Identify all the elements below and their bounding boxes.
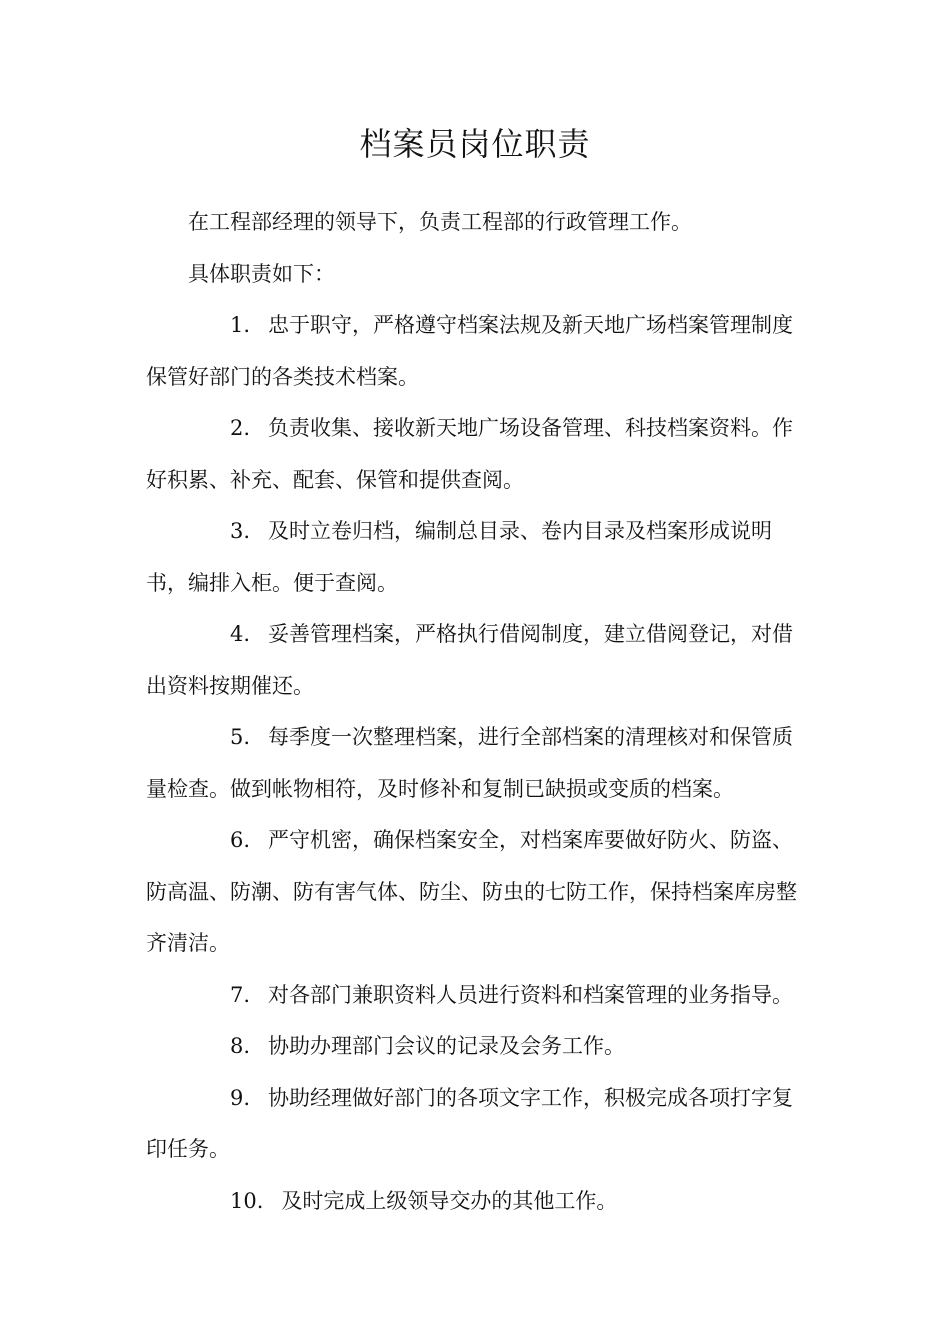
- item-number: 2.: [230, 416, 251, 440]
- subheading-paragraph: 具体职责如下：: [188, 261, 335, 286]
- item-text: 及时完成上级领导交办的其他工作。: [281, 1188, 618, 1213]
- item-number: 9.: [230, 1085, 251, 1110]
- page-title: 档案员岗位职责: [359, 125, 591, 163]
- item-text: 妥善管理档案，严格执行借阅制度，建立借阅登记，对借出资料按期催还。: [146, 622, 794, 698]
- list-item: [146, 506, 798, 609]
- item-text: 每季度一次整理档案，进行全部档案的清理核对和保管质量检查。做到帐物相符，及时修补和复制已缺损或变质的档案。: [146, 725, 794, 801]
- item-text: 对各部门兼职资料人员进行资料和档案管理的业务指导。: [268, 982, 794, 1007]
- list-item: [146, 712, 798, 815]
- list-item: [146, 300, 798, 403]
- list-item: [146, 970, 798, 1022]
- item-text: 忠于职守，严格遵守档案法规及新天地广场档案管理制度保管好部门的各类技术档案。: [146, 313, 794, 389]
- list-item: [146, 1021, 798, 1073]
- item-text: 负责收集、接收新天地广场设备管理、科技档案资料。作好积累、补充、配套、保管和提供查阅。: [146, 416, 794, 492]
- item-text: 协助经理做好部门的各项文字工作，积极完成各项打字复印任务。: [146, 1085, 794, 1161]
- item-text: 及时立卷归档，编制总目录、卷内目录及档案形成说明书，编排入柜。便于查阅。: [146, 519, 773, 595]
- item-number: 6.: [230, 828, 251, 852]
- document-body: [146, 197, 798, 1227]
- list-item: [146, 609, 798, 712]
- item-text: 协助办理部门会议的记录及会务工作。: [268, 1034, 626, 1058]
- list-item: [146, 403, 798, 506]
- item-number: 5.: [230, 725, 251, 749]
- item-number: 8.: [230, 1034, 251, 1058]
- intro-paragraph: 在工程部经理的领导下，负责工程部的行政管理工作。: [188, 210, 692, 234]
- item-number: 7.: [230, 982, 251, 1007]
- item-number: 4.: [230, 622, 251, 646]
- item-number: 3.: [230, 519, 251, 543]
- item-text: 严守机密，确保档案安全，对档案库要做好防火、防盗、防高温、防潮、防有害气体、防尘、防虫的七防工作，保持档案库房整齐清洁。: [146, 828, 797, 955]
- list-item: [146, 815, 798, 970]
- list-item: [146, 1073, 798, 1176]
- item-number: 10.: [230, 1188, 264, 1213]
- list-item: [146, 1176, 798, 1228]
- item-number: 1.: [230, 313, 251, 337]
